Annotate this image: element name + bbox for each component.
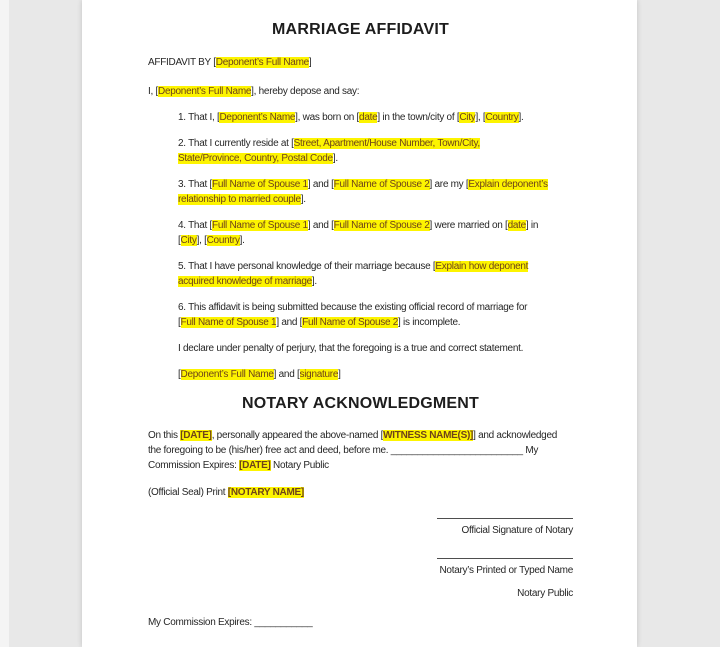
affidavit-by-line	[148, 55, 573, 70]
text-segment: On this	[148, 430, 181, 441]
intro-line	[148, 84, 573, 99]
notary-printed-name-line	[437, 558, 573, 559]
text-segment: ].	[518, 112, 524, 123]
text-segment: ]	[308, 57, 312, 68]
notary-section-title: NOTARY ACKNOWLEDGMENT	[241, 395, 480, 412]
highlighted-placeholder: State/Province, Country, Postal Code	[178, 153, 333, 164]
perjury-declaration-line	[178, 341, 573, 356]
text-segment: (Official Seal) Print	[148, 487, 228, 498]
document-page	[82, 0, 637, 647]
highlighted-placeholder: WITNESS NAME(S)]	[383, 430, 474, 441]
highlighted-placeholder: [NOTARY NAME]	[227, 487, 304, 498]
affidavit-item-2	[178, 136, 573, 166]
highlighted-placeholder: date	[359, 112, 378, 123]
text-segment: 3. That [	[178, 179, 212, 190]
highlighted-placeholder: Country	[485, 112, 519, 123]
text-segment: ] is incomplete.	[398, 317, 461, 328]
text-segment: Commission Expires:	[148, 460, 240, 471]
text-segment: ].	[300, 194, 306, 205]
affidavit-item-3	[178, 177, 573, 207]
highlighted-placeholder: Deponent’s Name	[219, 112, 296, 123]
text-segment: I declare under penalty of perjury, that the foregoing is a true and correct statement.	[178, 343, 524, 354]
highlighted-placeholder: acquired knowledge of marriage	[178, 276, 312, 287]
text-segment: Notary Public	[270, 460, 329, 471]
official-seal-line	[148, 485, 573, 500]
text-segment: ] are my [	[429, 179, 469, 190]
highlighted-placeholder: [DATE]	[239, 460, 271, 471]
text-segment: ] and acknowledged	[473, 430, 558, 441]
highlighted-placeholder: Full Name of Spouse 1	[211, 220, 308, 231]
text-segment: , personally appeared the above-named [	[211, 430, 384, 441]
highlighted-placeholder: Deponent’s Full Name	[215, 57, 309, 68]
text-segment: 1. That I, [	[178, 112, 220, 123]
affidavit-item-5	[178, 259, 573, 289]
text-segment: [	[178, 369, 181, 380]
text-segment: ] in	[525, 220, 539, 231]
highlighted-placeholder: Deponent’s Full Name	[158, 86, 252, 97]
text-segment: ], was born on [	[295, 112, 360, 123]
text-segment: ] and [	[276, 317, 303, 328]
highlighted-placeholder: [DATE]	[180, 430, 212, 441]
highlighted-placeholder: City	[180, 235, 197, 246]
text-segment: 6. This affidavit is being submitted because the existing official record of marriage for	[178, 302, 528, 313]
highlighted-placeholder: Deponent’s Full Name	[180, 369, 274, 380]
affidavit-item-6	[178, 300, 573, 330]
text-segment: ].	[332, 153, 338, 164]
highlighted-placeholder: Full Name of Spouse 2	[333, 220, 430, 231]
text-segment: 2. That I currently reside at [	[178, 138, 294, 149]
text-segment: I, [	[148, 86, 158, 97]
text-segment: 5. That I have personal knowledge of their marriage because [	[178, 261, 436, 272]
text-segment: ], [	[196, 235, 207, 246]
official-signature-label: Official Signature of Notary	[461, 525, 573, 536]
printed-name-label: Notary’s Printed or Typed Name	[439, 565, 573, 576]
highlighted-placeholder: relationship to married couple	[178, 194, 301, 205]
text-segment: ] were married on [	[429, 220, 508, 231]
notary-signature-line	[437, 518, 573, 519]
notary-signature-block	[148, 518, 573, 601]
highlighted-placeholder: Full Name of Spouse 2	[333, 179, 430, 190]
highlighted-placeholder: Full Name of Spouse 2	[302, 317, 399, 328]
text-segment: 4. That [	[178, 220, 212, 231]
document-title: MARRIAGE AFFIDAVIT	[272, 21, 449, 38]
text-segment: ], hereby depose and say:	[251, 86, 360, 97]
highlighted-placeholder: Explain deponent’s	[468, 179, 548, 190]
highlighted-placeholder: date	[507, 220, 526, 231]
text-segment: [	[178, 317, 181, 328]
highlighted-placeholder: signature	[299, 369, 339, 380]
text-segment: the foregoing to be (his/her) free act and deed, before me. _________________________ My	[148, 445, 539, 456]
deponent-signature-line	[178, 367, 573, 382]
text-segment: AFFIDAVIT BY [	[148, 57, 216, 68]
affidavit-item-1	[178, 110, 573, 125]
highlighted-placeholder: City	[459, 112, 476, 123]
text-segment: My Commission Expires: ___________	[148, 617, 313, 628]
notary-public-label: Notary Public	[517, 588, 573, 599]
text-segment: ]	[338, 369, 341, 380]
highlighted-placeholder: Explain how deponent	[435, 261, 529, 272]
affidavit-item-4	[178, 218, 573, 248]
text-segment: ], [	[475, 112, 486, 123]
highlighted-placeholder: Street, Apartment/House Number, Town/City,	[293, 138, 480, 149]
text-segment: ] and [	[307, 179, 334, 190]
highlighted-placeholder: Full Name of Spouse 1	[180, 317, 277, 328]
text-segment: ] and [	[273, 369, 300, 380]
commission-expires-line	[148, 615, 573, 630]
text-segment: ].	[239, 235, 245, 246]
text-segment: [	[178, 235, 181, 246]
highlighted-placeholder: Country	[206, 235, 240, 246]
text-segment: ].	[311, 276, 317, 287]
text-segment: ] and [	[307, 220, 334, 231]
highlighted-placeholder: Full Name of Spouse 1	[211, 179, 308, 190]
text-segment: ] in the town/city of [	[377, 112, 460, 123]
notary-paragraph	[148, 428, 573, 473]
